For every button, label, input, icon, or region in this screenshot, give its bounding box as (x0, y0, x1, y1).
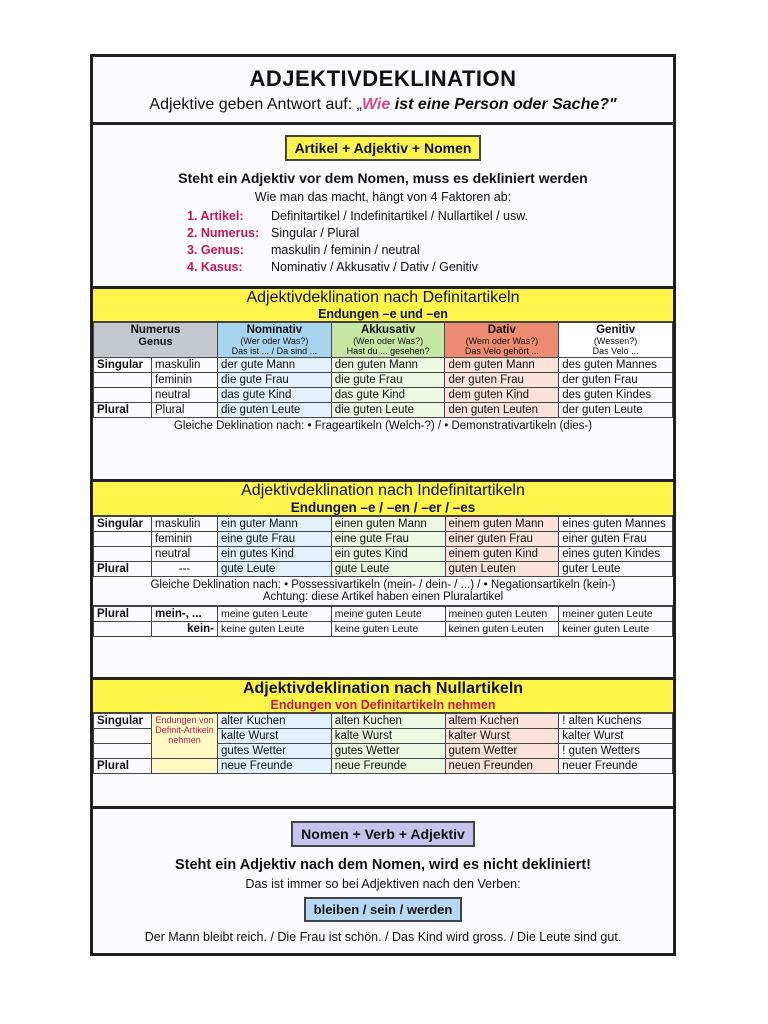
definit-table (93, 322, 673, 418)
table-row: feminin eine gute Frau eine gute Frau einer guten Frau einer guten Frau (94, 532, 673, 547)
table-row: Singular maskulin der gute Mann den guten Mann dem guten Mann des guten Mannes (94, 358, 673, 373)
nach-example: Der Mann bleibt reich. / Die Frau ist schön. / Das Kind wird gross. / Die Leute sind gut. (144, 930, 622, 944)
nach-rule: Steht ein Adjektiv nach dem Nomen, wird es nicht dekliniert! (174, 857, 592, 873)
table-row: neutral das gute Kind das gute Kind dem guten Kind des guten Kindes (94, 388, 673, 403)
table-row: neutral ein gutes Kind ein gutes Kind einem guten Kind eines guten Kindes (94, 547, 673, 562)
head-genitiv: Genitiv (Wessen?) Das Velo ... (559, 323, 673, 358)
indefinit-warning: Achtung: diese Artikel haben einen Pluralartikel (93, 591, 673, 606)
intro-rule: Steht ein Adjektiv vor dem Nomen, muss es dekliniert werden (178, 170, 588, 186)
page-title: ADJEKTIVDEKLINATION (249, 66, 517, 91)
null-table (93, 713, 673, 774)
faktor-list (187, 208, 673, 276)
indefinit-section (93, 482, 673, 680)
null-section (93, 680, 673, 809)
faktor-item: 4. Kasus: Nominativ / Akkusativ / Dativ / Genitiv (187, 260, 479, 274)
table-row: Plural mein-, ... meine guten Leute meine guten Leute meinen guten Leuten meiner guten Leute (94, 607, 673, 622)
definit-note: Gleiche Deklination nach: • Frageartikeln (Welch-?) / • Demonstrativartikeln (dies-) (173, 420, 593, 432)
intro-hint: Wie man das macht, hängt von 4 Faktoren ab: (254, 190, 512, 204)
subtitle-pre: Adjektive geben Antwort auf: „ (149, 96, 362, 113)
head-akkusativ: Akkusativ (Wen oder Was?) Hast du ... gesehen? (331, 323, 445, 358)
intro-section (93, 125, 673, 289)
indefinit-bar (93, 482, 673, 516)
table-head-row (94, 323, 673, 358)
indefinit-note: Gleiche Deklination nach: • Possessivartikeln (mein- / dein- / ...) / • Negationsartikeln (kein-) (150, 579, 616, 591)
table-row: feminin die gute Frau die gute Frau der guten Frau der guten Frau (94, 373, 673, 388)
definit-bar (93, 289, 673, 322)
indefinit-plural-table (93, 606, 673, 637)
definit-section (93, 289, 673, 482)
null-side-note: Endungen von Definit-Artikeln nehmen (152, 714, 218, 759)
verbs-box: bleiben / sein / werden (304, 897, 463, 922)
subtitle-post: ist eine Person oder Sache?" (390, 96, 617, 113)
faktor-item: 3. Genus: maskulin / feminin / neutral (187, 243, 420, 257)
indefinit-table (93, 516, 673, 577)
null-endings: Endungen von Definitartikeln nehmen (270, 698, 496, 712)
table-row: gutes Wetter gutes Wetter gutem Wetter ! guten Wetters (94, 744, 673, 759)
indefinit-title: Adjektivdeklination nach Indefinitartikeln (241, 482, 525, 499)
faktor-item: 2. Numerus: Singular / Plural (187, 226, 360, 240)
null-title: Adjektivdeklination nach Nullartikeln (242, 680, 524, 697)
nach-formula-box: Nomen + Verb + Adjektiv (291, 821, 475, 847)
subtitle-wie: Wie (361, 96, 391, 113)
head-numerus: Numerus Genus (94, 323, 218, 358)
formula-box: Artikel + Adjektiv + Nomen (285, 135, 482, 161)
grammar-sheet (90, 54, 676, 956)
table-row: Singular maskulin ein guter Mann einen guten Mann einem guten Mann eines guten Mannes (94, 517, 673, 532)
null-bar (93, 680, 673, 713)
table-row: Plural Plural die guten Leute die guten Leute den guten Leuten der guten Leute (94, 403, 673, 418)
table-row: Plural --- gute Leute gute Leute guten Leuten guter Leute (94, 562, 673, 577)
table-row: kein- keine guten Leute keine guten Leute keinen guten Leuten keiner guten Leute (94, 622, 673, 637)
head-nominativ: Nominativ (Wer oder Was?) Das ist ... / Da sind ... (218, 323, 332, 358)
table-row: Plural neue Freunde neue Freunde neuen Freunden neuer Freunde (94, 759, 673, 774)
page-subtitle (93, 96, 673, 114)
head-dativ: Dativ (Wem oder Was?) Das Velo gehört ... (445, 323, 559, 358)
table-row: Singular Endungen von Definit-Artikeln nehmen alter Kuchen alten Kuchen altem Kuchen ! alten Kuchens (94, 714, 673, 729)
sheet-header (93, 57, 673, 125)
definit-endings: Endungen –e und –en (318, 307, 448, 321)
nach-section (93, 809, 673, 953)
indefinit-endings: Endungen –e / –en / –er / –es (290, 500, 476, 515)
table-row: kalte Wurst kalte Wurst kalter Wurst kalter Wurst (94, 729, 673, 744)
nach-hint: Das ist immer so bei Adjektiven nach den Verben: (245, 877, 521, 891)
definit-title: Adjektivdeklination nach Definitartikeln (246, 289, 520, 306)
faktor-item: 1. Artikel: Definitartikel / Indefinitartikel / Nullartikel / usw. (187, 209, 529, 223)
